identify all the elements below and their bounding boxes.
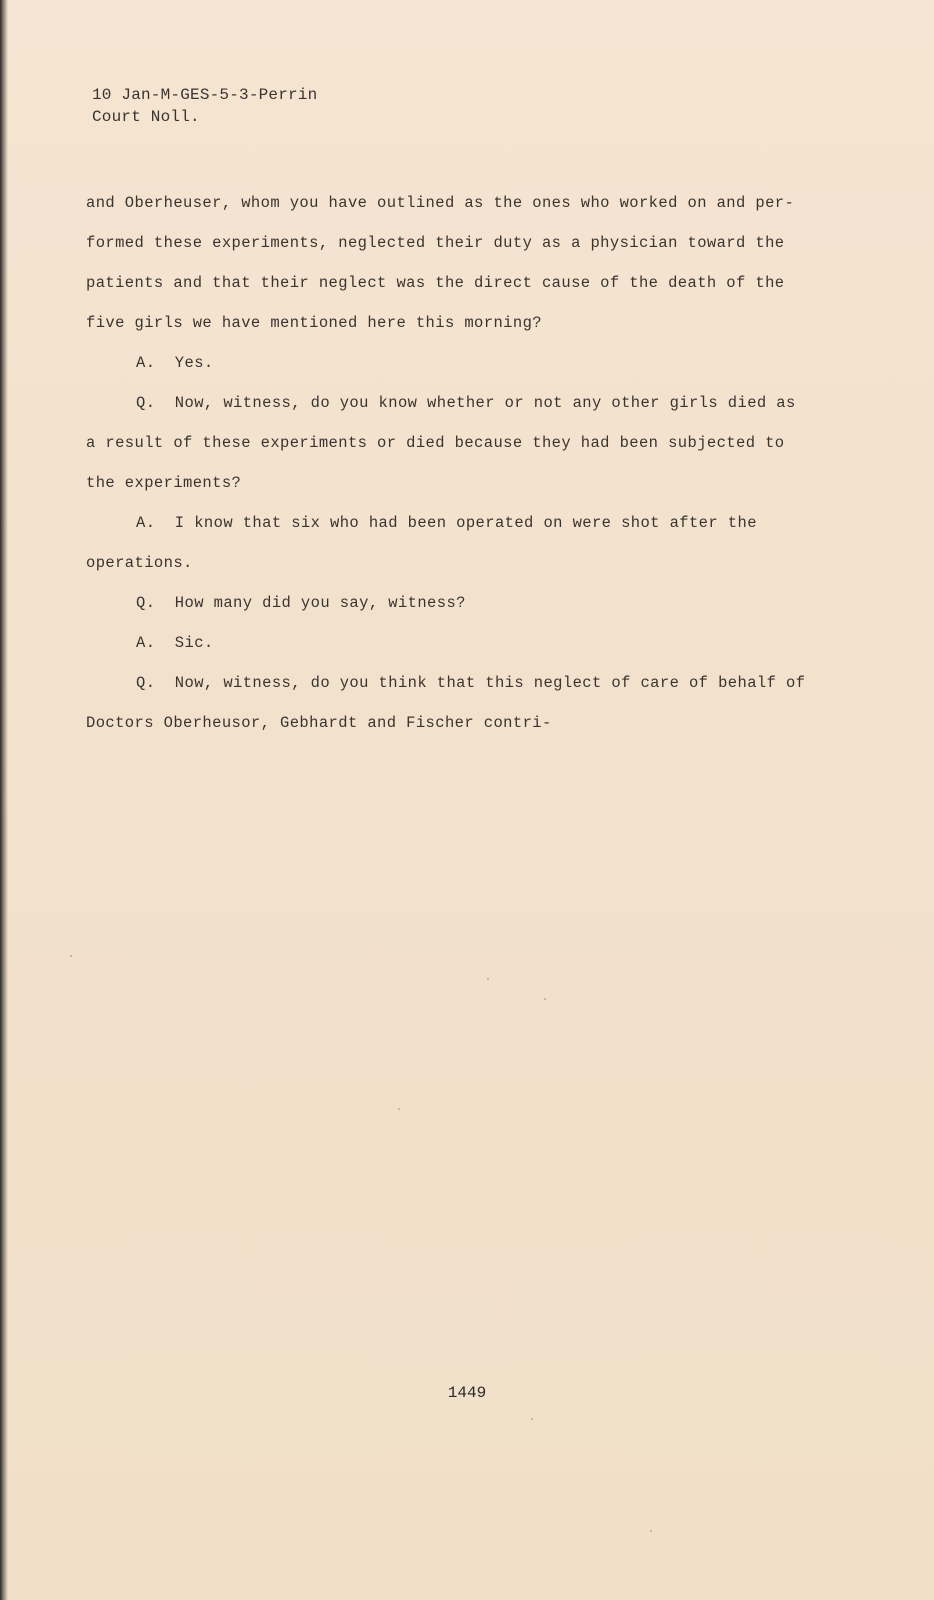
transcript-line: patients and that their neglect was the direct cause of the death of the <box>86 274 785 292</box>
paper-speck <box>650 1530 652 1532</box>
transcript-body <box>86 188 856 748</box>
header-court: Court Noll. <box>92 108 200 126</box>
answer-line: A. Sic. <box>136 634 214 652</box>
paper-speck <box>531 1418 533 1420</box>
document-header <box>92 84 317 128</box>
page-edge-shadow <box>0 0 8 1600</box>
transcript-line: and Oberheuser, whom you have outlined as the ones who worked on and per- <box>86 194 795 212</box>
transcript-line: operations. <box>86 554 193 572</box>
paper-speck <box>487 978 489 980</box>
answer-line: A. Yes. <box>136 354 214 372</box>
question-line: Q. Now, witness, do you know whether or not any other girls died as <box>136 394 796 412</box>
header-reference: 10 Jan-M-GES-5-3-Perrin <box>92 86 318 104</box>
paper-speck <box>398 1108 400 1110</box>
question-line: Q. How many did you say, witness? <box>136 594 466 612</box>
transcript-line: five girls we have mentioned here this morning? <box>86 314 542 332</box>
page-number: 1449 <box>447 1384 487 1402</box>
transcript-line: the experiments? <box>86 474 242 492</box>
paper-speck <box>544 998 546 1000</box>
transcript-line: formed these experiments, neglected their duty as a physician toward the <box>86 234 785 252</box>
answer-line: A. I know that six who had been operated on were shot after the <box>136 514 757 532</box>
transcript-line: Doctors Oberheusor, Gebhardt and Fischer contri- <box>86 714 552 732</box>
question-line: Q. Now, witness, do you think that this neglect of care of behalf of <box>136 674 806 692</box>
paper-speck <box>70 955 72 957</box>
transcript-line: a result of these experiments or died because they had been subjected to <box>86 434 785 452</box>
